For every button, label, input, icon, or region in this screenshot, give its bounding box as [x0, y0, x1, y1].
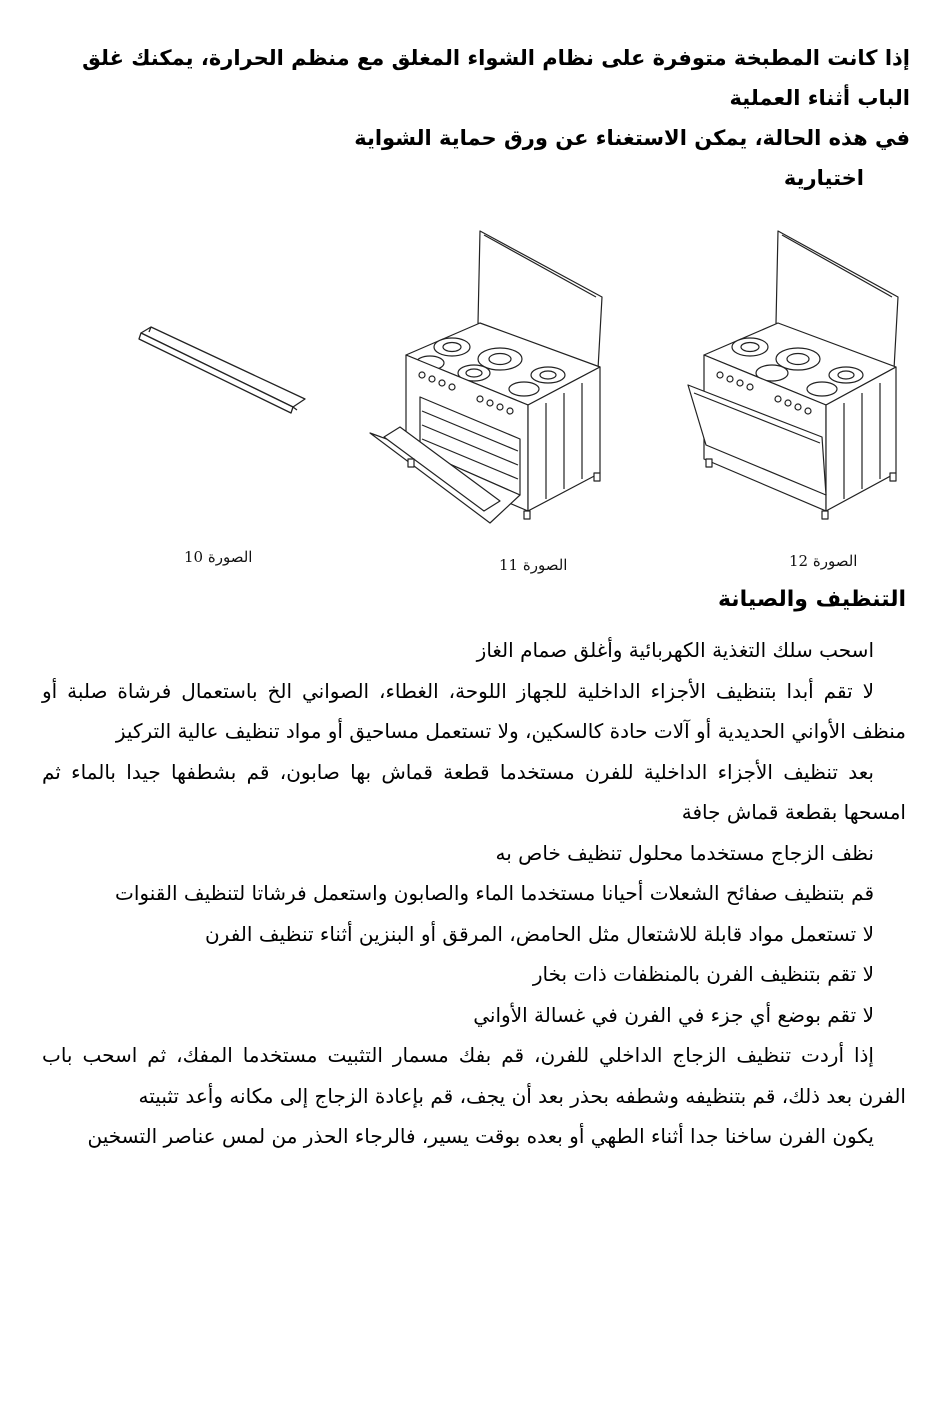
- intro-line-1: إذا كانت المطبخة متوفرة على نظام الشواء المغلق مع منظم الحرارة، يمكنك غلق الباب أثناء العملية: [82, 46, 910, 110]
- figure-12-caption-number: 12: [789, 552, 809, 570]
- figure-10-caption-label: الصورة: [207, 548, 253, 566]
- intro-block: [30, 38, 910, 198]
- paragraph: إذا أردت تنظيف الزجاج الداخلي للفرن، قم بفك مسمار التثبيت مستخدما المفك، ثم اسحب باب الفرن بعد ذلك، قم بتنظيفه وشطفه بحذر بعد أن يجف، قم بإعادة الزجاج إلى مكانه وأعد تثبيته: [42, 1043, 906, 1108]
- paragraph: لا تقم بتنظيف الفرن بالمنظفات ذات بخار: [532, 962, 874, 986]
- figure-10-caption-number: 10: [184, 548, 204, 566]
- paragraph: بعد تنظيف الأجزاء الداخلية للفرن مستخدما قطعة قماش بها صابون، قم بشطفها جيدا بالماء ثم امسحها بقطعة قماش جافة: [42, 759, 906, 824]
- paragraph: قم بتنظيف صفائح الشعلات أحيانا مستخدما الماء والصابون واستعمل فرشاتا لتنظيف القنوات: [114, 881, 874, 905]
- figure-11-caption: [499, 556, 567, 574]
- figure-11-cooker-door-open: [360, 227, 610, 537]
- figure-12-cooker-door-ajar: [680, 227, 930, 527]
- figure-12-caption: [789, 552, 857, 570]
- intro-line-2: في هذه الحالة، يمكن الاستغناء عن ورق حماية الشواية: [354, 126, 910, 150]
- paragraph: نظف الزجاج مستخدما محلول تنظيف خاص به: [495, 840, 874, 865]
- cleaning-instructions: [42, 630, 906, 1157]
- figure-12-caption-label: الصورة: [812, 552, 858, 570]
- section-title: التنظيف والصيانة: [717, 587, 906, 612]
- figure-11-caption-number: 11: [499, 556, 519, 574]
- figure-10-caption: [184, 548, 252, 566]
- figure-11-caption-label: الصورة: [522, 556, 568, 574]
- figures-row: [0, 222, 950, 582]
- paragraph: اسحب سلك التغذية الكهربائية وأغلق صمام الغاز: [476, 638, 874, 662]
- paragraph: لا تستعمل مواد قابلة للاشتعال مثل الحامض، المرقق أو البنزين أثناء تنظيف الفرن: [204, 921, 874, 946]
- paragraph: يكون الفرن ساخنا جدا أثناء الطهي أو بعده بوقت يسير، فالرجاء الحذر من لمس عناصر التسخين: [87, 1124, 874, 1148]
- figure-10-grill-strip: [135, 317, 310, 417]
- intro-line-3: اختيارية: [783, 166, 864, 190]
- paragraph: لا تقم بوضع أي جزء في الفرن في غسالة الأواني: [473, 1002, 874, 1027]
- paragraph: لا تقم أبدا بتنظيف الأجزاء الداخلية للجهاز اللوحة، الغطاء، الصواني الخ باستعمال فرشاة صلبة أو منظف الأواني الحديدية أو آلات حادة كالسكين، ولا تستعمل مساحيق أو مواد تنظيف عالية التركيز: [42, 678, 906, 743]
